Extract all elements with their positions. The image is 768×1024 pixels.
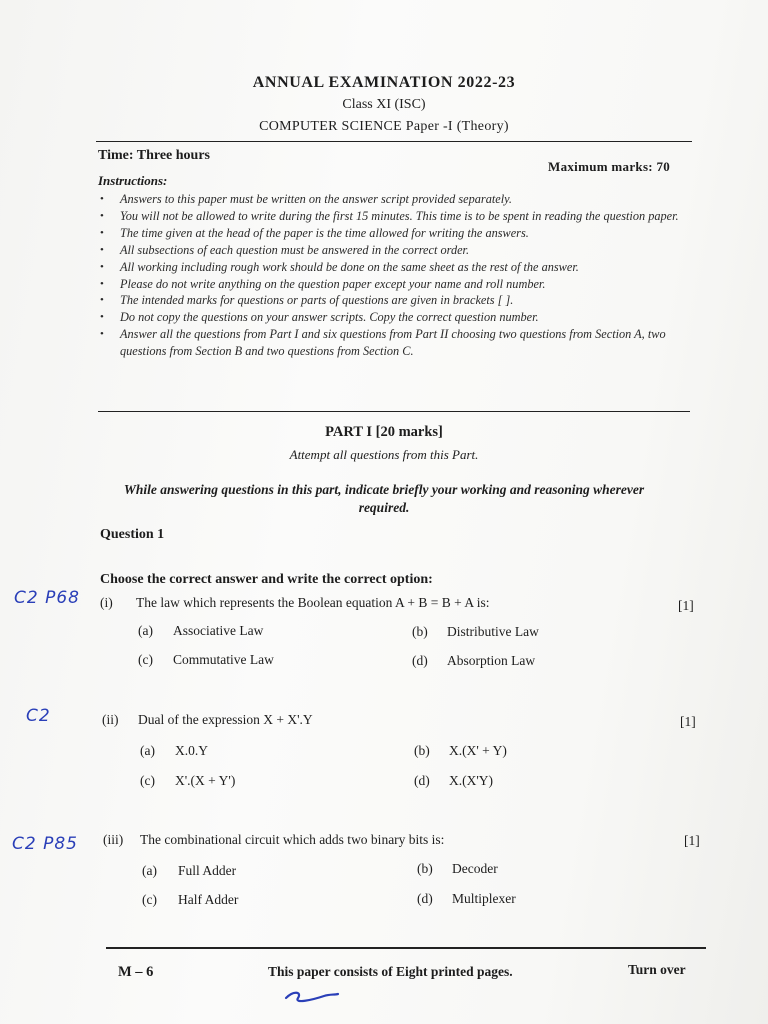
bullet-icon: • [100, 226, 104, 239]
option-text: X.0.Y [175, 743, 208, 758]
question-title: Question 1 [100, 527, 165, 542]
option-label: (b) [412, 624, 428, 639]
option-text: X'.(X + Y') [175, 773, 236, 788]
instructions-list [100, 191, 700, 360]
instruction-text: Please do not write anything on the question paper except your name and roll number. [120, 276, 546, 291]
option-text: Absorption Law [447, 653, 536, 668]
instruction-text: Answers to this paper must be written on the answer script provided separately. [120, 192, 512, 206]
instruction-item [100, 326, 700, 360]
bullet-icon: • [100, 193, 104, 205]
option-label: (c) [138, 652, 153, 667]
option-label: (b) [417, 861, 433, 876]
instruction-item [100, 225, 700, 242]
option-text: Full Adder [178, 863, 237, 878]
turn-over-label: Turn over [628, 962, 686, 977]
instruction-item [100, 259, 700, 276]
handwritten-note: C2 P68 [14, 588, 80, 608]
option-label: (b) [414, 743, 430, 758]
option-text: Decoder [452, 861, 498, 876]
subquestion-number: (iii) [103, 832, 124, 847]
part-subtitle: Attempt all questions from this Part. [289, 447, 479, 462]
handwritten-note: C2 [26, 706, 51, 726]
instruction-item [100, 276, 700, 293]
exam-title: ANNUAL EXAMINATION 2022-23 [252, 74, 516, 91]
subquestion-number: (ii) [102, 712, 119, 727]
header-divider [96, 141, 692, 142]
subquestion-marks: [1] [684, 833, 700, 848]
maximum-marks: Maximum marks: 70 [548, 159, 671, 174]
handwritten-note: C2 P85 [12, 834, 78, 854]
bullet-icon: • [100, 311, 104, 324]
bullet-icon: • [100, 277, 104, 290]
class-line: Class XI (ISC) [342, 97, 426, 112]
subquestion-text: The combinational circuit which adds two binary bits is: [140, 832, 445, 847]
instructions-heading: Instructions: [98, 173, 168, 188]
option-label: (c) [140, 773, 155, 788]
instruction-text: Answer all the questions from Part I and six questions from Part II choosing two questions from Section A, two questions from Section B and two questions from Section C. [120, 327, 666, 359]
instruction-item [100, 292, 700, 309]
option-text: Commutative Law [173, 652, 274, 667]
option-label: (a) [142, 863, 157, 878]
instruction-item [100, 191, 700, 208]
instruction-item [100, 242, 700, 259]
question-instruction: Choose the correct answer and write the correct option: [100, 572, 433, 587]
part-title: PART I [20 marks] [325, 424, 443, 440]
option-label: (a) [140, 743, 155, 758]
subquestion-text: Dual of the expression X + X'.Y [138, 712, 313, 727]
bullet-icon: • [100, 243, 104, 256]
instruction-text: You will not be allowed to write during the first 15 minutes. This time is to be spent in reading the question paper. [120, 208, 679, 223]
option-text: Associative Law [173, 623, 264, 638]
instruction-text: The intended marks for questions or parts of questions are given in brackets [ ]. [120, 293, 514, 308]
option-label: (d) [417, 891, 433, 906]
instruction-text: All subsections of each question must be answered in the correct order. [120, 242, 470, 257]
option-label: (c) [142, 892, 157, 907]
option-text: X.(X'Y) [449, 773, 494, 788]
subquestion-marks: [1] [678, 598, 694, 613]
handwritten-squiggle-mark [282, 986, 342, 1006]
bullet-icon: • [100, 294, 104, 307]
option-label: (d) [412, 653, 428, 668]
subquestion-text: The law which represents the Boolean equation A + B = B + A is: [136, 595, 490, 610]
option-text: Multiplexer [452, 891, 516, 906]
part-note: While answering questions in this part, indicate briefly your working and reasoning wherever required. [123, 482, 645, 515]
instructions-divider [98, 411, 690, 412]
option-text: Distributive Law [447, 624, 539, 639]
bullet-icon: • [100, 209, 104, 222]
instruction-text: Do not copy the questions on your answer scripts. Copy the correct question number. [120, 310, 539, 325]
instruction-text: All working including rough work should be done on the same sheet as the rest of the answer. [120, 259, 579, 274]
page-count-note: This paper consists of Eight printed pages. [268, 964, 513, 979]
time-allowed: Time: Three hours [98, 148, 211, 163]
option-text: X.(X' + Y) [449, 743, 507, 758]
bullet-icon: • [100, 260, 104, 273]
footer-divider [106, 947, 706, 949]
instruction-item [100, 309, 700, 326]
option-label: (a) [138, 623, 153, 638]
paper-line: COMPUTER SCIENCE Paper -I (Theory) [259, 119, 509, 134]
option-label: (d) [414, 773, 430, 788]
instruction-item [100, 208, 700, 225]
subquestion-marks: [1] [680, 714, 696, 729]
paper-code: M – 6 [118, 964, 154, 980]
subquestion-number: (i) [100, 595, 113, 610]
option-text: Half Adder [178, 892, 239, 907]
instruction-text: The time given at the head of the paper is the time allowed for writing the answers. [120, 225, 529, 240]
bullet-icon: • [100, 328, 104, 341]
